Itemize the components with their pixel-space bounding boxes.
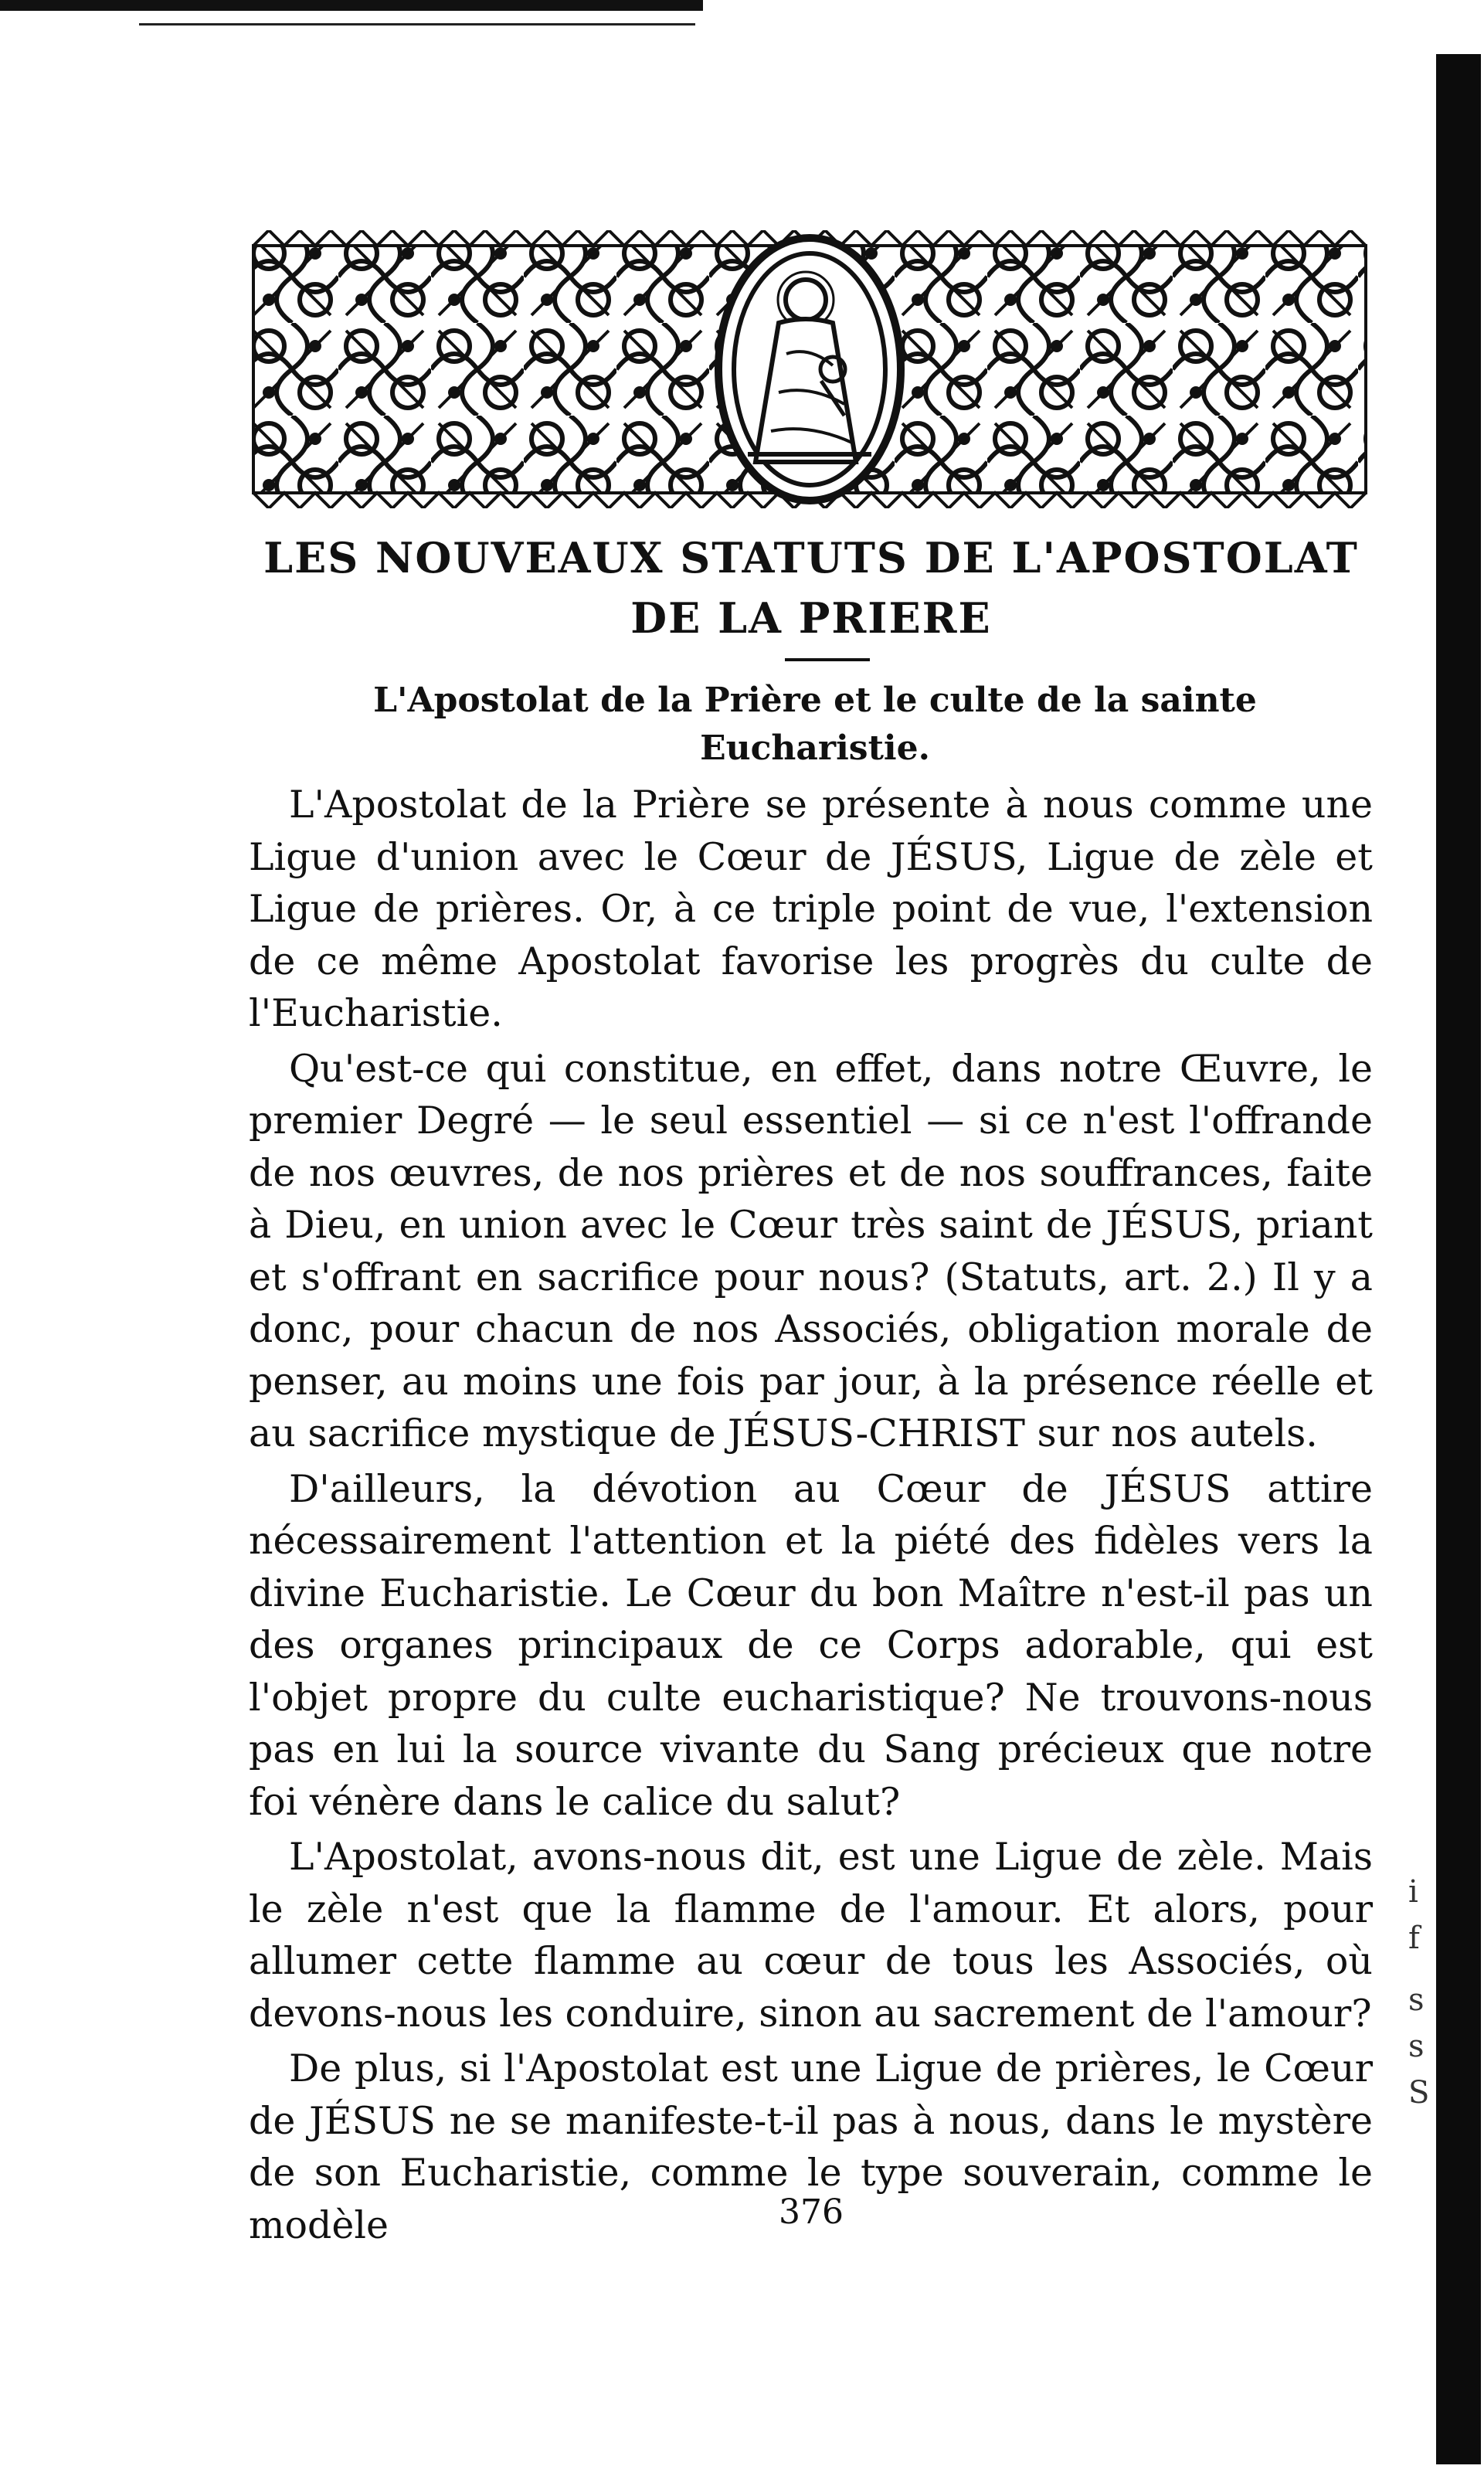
- paragraph: Qu'est-ce qui constitue, en effet, dans notre Œuvre, le premier Degré — le seul essentiel — si ce n'est l'offrande de nos œuvres, de nos prières et de nos souffrances, faite à Dieu, en union avec le Cœur très saint de JÉSUS, priant et s'offrant en sacrifice pour nous? (Statuts, art. 2.) Il y a donc, pour chacun de nos Associés, obligation morale de penser, au moins une fois par jour, à la présence réelle et au sacrifice mystique de JÉSUS-CHRIST sur nos autels.: [249, 1046, 1373, 1455]
- body-text: [249, 779, 1373, 2254]
- page-number: 376: [779, 2192, 844, 2232]
- margin-mark: s: [1408, 2029, 1425, 2064]
- paragraph: D'ailleurs, la dévotion au Cœur de JÉSUS attire nécessairement l'attention et la piété des fidèles vers la divine Eucharistie. Le Cœur du bon Maître n'est-il pas un des organes principaux de ce Corps adorable, qui est l'objet propre du culte eucharistique? Ne trouvons-nous pas en lui la source vivante du Sang précieux que notre foi vénère dans le calice du salut?: [249, 1466, 1373, 1824]
- page-edge-shadow: [1436, 54, 1481, 2464]
- ornamental-headpiece: [246, 230, 1374, 508]
- paragraph: De plus, si l'Apostolat est une Ligue de prières, le Cœur de JÉSUS ne se manifeste-t-il pas à nous, dans le mystère de son Eucharistie, comme le type souverain, comme le modèle: [249, 2046, 1373, 2247]
- top-scan-line: [139, 23, 695, 25]
- margin-mark: i: [1408, 1874, 1418, 1910]
- top-scan-edge: [0, 0, 703, 11]
- margin-mark: f: [1408, 1921, 1420, 1956]
- article-title-line1: LES NOUVEAUX STATUTS DE L'APOSTOLAT: [263, 533, 1359, 582]
- article-title-line2: DE LA PRIERE: [630, 593, 992, 643]
- paragraph: L'Apostolat de la Prière se présente à nous comme une Ligue d'union avec le Cœur de JÉSUS, Ligue de zèle et Ligue de prières. Or, à ce triple point de vue, l'extension de ce même Apostolat favorise les progrès du culte de l'Eucharistie.: [249, 783, 1373, 1035]
- section-subtitle: L'Apostolat de la Prière et le culte de la sainte Eucharistie.: [373, 681, 1257, 768]
- margin-mark: S: [1408, 2075, 1430, 2111]
- title-divider: [785, 658, 870, 661]
- margin-mark: s: [1408, 1982, 1425, 2018]
- paragraph: L'Apostolat, avons-nous dit, est une Ligue de zèle. Mais le zèle n'est que la flamme de l'amour. Et alors, pour allumer cette flamme au cœur de tous les Associés, où devons-nous les conduire, sinon au sacrement de l'amour?: [249, 1835, 1373, 2036]
